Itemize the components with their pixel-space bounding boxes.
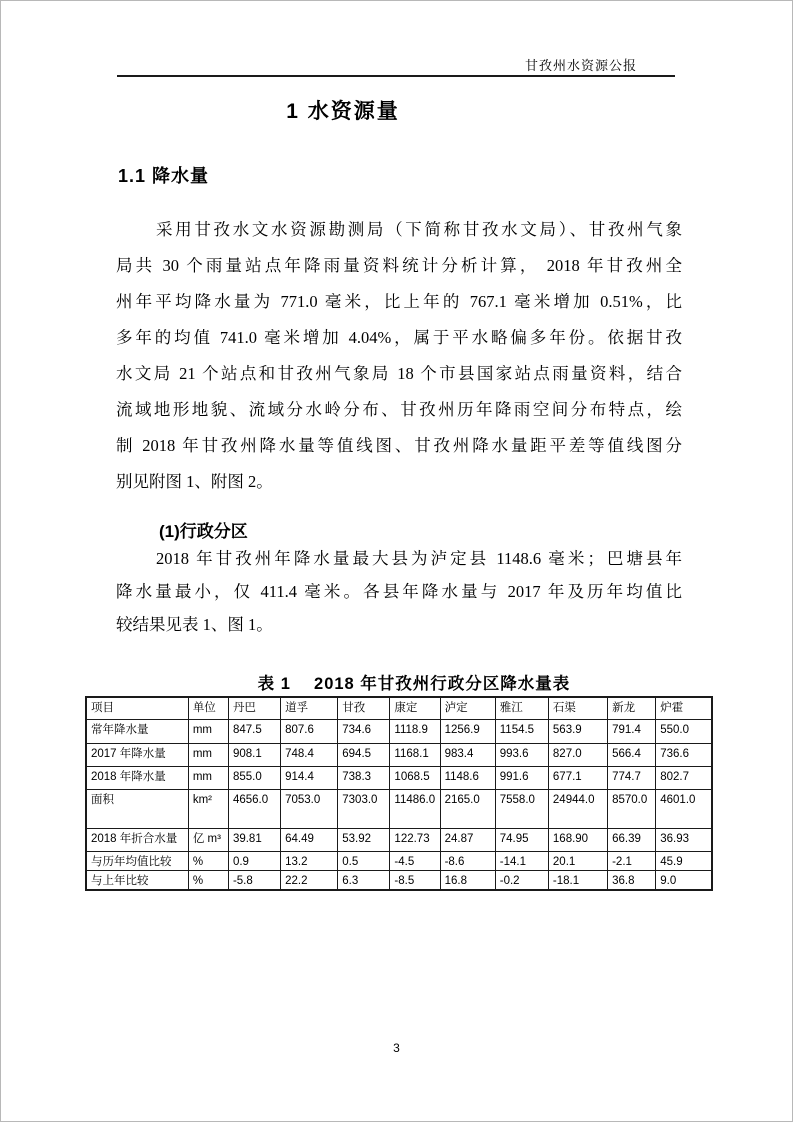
- table-cell: 855.0: [228, 766, 280, 789]
- paragraph-line: 局共 30 个雨量站点年降雨量资料统计分析计算， 2018 年甘孜州全: [116, 256, 682, 275]
- table-header-row: [86, 697, 712, 719]
- table-row: [86, 766, 712, 789]
- paragraph-line: 别见附图 1、附图 2。: [116, 472, 273, 491]
- table-caption: 表 1 2018 年甘孜州行政分区降水量表: [257, 675, 571, 693]
- table-row: [86, 789, 712, 828]
- table-cell: 677.1: [548, 766, 607, 789]
- table-cell: 9.0: [656, 870, 712, 890]
- paragraph-line: 流域地形地貌、流域分水岭分布、甘孜州历年降雨空间分布特点，绘: [116, 400, 682, 419]
- table-cell: 16.8: [440, 870, 495, 890]
- table-cell: 13.2: [281, 851, 338, 870]
- row-label: 面积: [86, 789, 188, 828]
- table-row: [86, 870, 712, 890]
- table-cell: 694.5: [338, 743, 390, 766]
- table-row: [86, 743, 712, 766]
- table-cell: -0.2: [495, 870, 548, 890]
- row-label: 2018 年降水量: [86, 766, 188, 789]
- table-cell: 748.4: [281, 743, 338, 766]
- table-cell: -8.6: [440, 851, 495, 870]
- column-header: 丹巴: [228, 697, 280, 719]
- table-cell: 550.0: [656, 719, 712, 743]
- table-cell: 791.4: [608, 719, 656, 743]
- paragraph-line: 州年平均降水量为 771.0 毫米，比上年的 767.1 毫米增加 0.51%，比: [116, 292, 682, 311]
- paragraph-line: 多年的均值 741.0 毫米增加 4.04%，属于平水略偏多年份。依据甘孜: [116, 328, 682, 347]
- table-cell: 563.9: [548, 719, 607, 743]
- row-unit: %: [188, 851, 228, 870]
- column-header: 新龙: [608, 697, 656, 719]
- table-cell: 566.4: [608, 743, 656, 766]
- table-cell: 914.4: [281, 766, 338, 789]
- table-cell: 993.6: [495, 743, 548, 766]
- paragraph-line: 降水量最小，仅 411.4 毫米。各县年降水量与 2017 年及历年均值比: [116, 582, 682, 601]
- row-label: 2018 年折合水量: [86, 828, 188, 851]
- table-cell: 1256.9: [440, 719, 495, 743]
- table-cell: 734.6: [338, 719, 390, 743]
- precipitation-table: [85, 696, 713, 891]
- table-cell: 991.6: [495, 766, 548, 789]
- paragraph-1: [116, 212, 682, 500]
- row-unit: 亿 m³: [188, 828, 228, 851]
- table-cell: 53.92: [338, 828, 390, 851]
- table-cell: 39.81: [228, 828, 280, 851]
- table-cell: 36.8: [608, 870, 656, 890]
- column-header: 项目: [86, 697, 188, 719]
- table-cell: 7558.0: [495, 789, 548, 828]
- table-cell: 802.7: [656, 766, 712, 789]
- row-unit: km²: [188, 789, 228, 828]
- column-header: 甘孜: [338, 697, 390, 719]
- row-unit: mm: [188, 719, 228, 743]
- table-cell: 66.39: [608, 828, 656, 851]
- table-cell: 24944.0: [548, 789, 607, 828]
- table-cell: 4656.0: [228, 789, 280, 828]
- row-unit: mm: [188, 766, 228, 789]
- page-title: 1 水资源量: [286, 100, 400, 123]
- table-cell: 1168.1: [390, 743, 440, 766]
- table-cell: 7053.0: [281, 789, 338, 828]
- table-row: [86, 719, 712, 743]
- table-cell: -8.5: [390, 870, 440, 890]
- subsection-heading: (1)行政分区: [159, 522, 248, 541]
- column-header: 单位: [188, 697, 228, 719]
- table-cell: 827.0: [548, 743, 607, 766]
- paragraph-line: 水文局 21 个站点和甘孜州气象局 18 个市县国家站点雨量资料，结合: [116, 364, 682, 383]
- running-head-rule: [117, 75, 675, 77]
- table-cell: 74.95: [495, 828, 548, 851]
- table-cell: 64.49: [281, 828, 338, 851]
- paragraph-line: 采用甘孜水文水资源勘测局（下简称甘孜水文局）、甘孜州气象: [156, 220, 682, 239]
- table-cell: 122.73: [390, 828, 440, 851]
- table-cell: 0.5: [338, 851, 390, 870]
- column-header: 道孚: [281, 697, 338, 719]
- row-label: 常年降水量: [86, 719, 188, 743]
- table-cell: 983.4: [440, 743, 495, 766]
- table-row: [86, 851, 712, 870]
- running-head: 甘孜州水资源公报: [524, 58, 637, 73]
- table-cell: 908.1: [228, 743, 280, 766]
- row-unit: mm: [188, 743, 228, 766]
- table-cell: 1148.6: [440, 766, 495, 789]
- table-cell: -18.1: [548, 870, 607, 890]
- row-label: 与上年比较: [86, 870, 188, 890]
- row-label: 2017 年降水量: [86, 743, 188, 766]
- row-unit: %: [188, 870, 228, 890]
- column-header: 康定: [390, 697, 440, 719]
- column-header: 雅江: [495, 697, 548, 719]
- table-cell: 847.5: [228, 719, 280, 743]
- paragraph-2: [116, 542, 682, 641]
- table-cell: -4.5: [390, 851, 440, 870]
- paragraph-line: 2018 年甘孜州年降水量最大县为泸定县 1148.6 毫米；巴塘县年: [156, 549, 682, 568]
- column-header: 石渠: [548, 697, 607, 719]
- table-cell: 20.1: [548, 851, 607, 870]
- table-cell: 807.6: [281, 719, 338, 743]
- row-label: 与历年均值比较: [86, 851, 188, 870]
- page-number: 3: [393, 1041, 400, 1055]
- table-cell: 1068.5: [390, 766, 440, 789]
- table-cell: 168.90: [548, 828, 607, 851]
- table-cell: 1154.5: [495, 719, 548, 743]
- paragraph-line: 较结果见表 1、图 1。: [116, 615, 273, 634]
- table-cell: 774.7: [608, 766, 656, 789]
- table-cell: 4601.0: [656, 789, 712, 828]
- table-cell: 11486.0: [390, 789, 440, 828]
- table-cell: 45.9: [656, 851, 712, 870]
- table-cell: 22.2: [281, 870, 338, 890]
- column-header: 泸定: [440, 697, 495, 719]
- section-heading: 1.1 降水量: [118, 166, 210, 186]
- table-cell: 6.3: [338, 870, 390, 890]
- table-row: [86, 828, 712, 851]
- table-cell: 1118.9: [390, 719, 440, 743]
- paragraph-line: 制 2018 年甘孜州降水量等值线图、甘孜州降水量距平差等值线图分: [116, 436, 682, 455]
- table-cell: 2165.0: [440, 789, 495, 828]
- table-cell: 0.9: [228, 851, 280, 870]
- table-cell: 24.87: [440, 828, 495, 851]
- table-cell: 36.93: [656, 828, 712, 851]
- table-cell: 8570.0: [608, 789, 656, 828]
- table-cell: -5.8: [228, 870, 280, 890]
- table-cell: -14.1: [495, 851, 548, 870]
- table-cell: 736.6: [656, 743, 712, 766]
- table-cell: 7303.0: [338, 789, 390, 828]
- table-cell: -2.1: [608, 851, 656, 870]
- column-header: 炉霍: [656, 697, 712, 719]
- table-cell: 738.3: [338, 766, 390, 789]
